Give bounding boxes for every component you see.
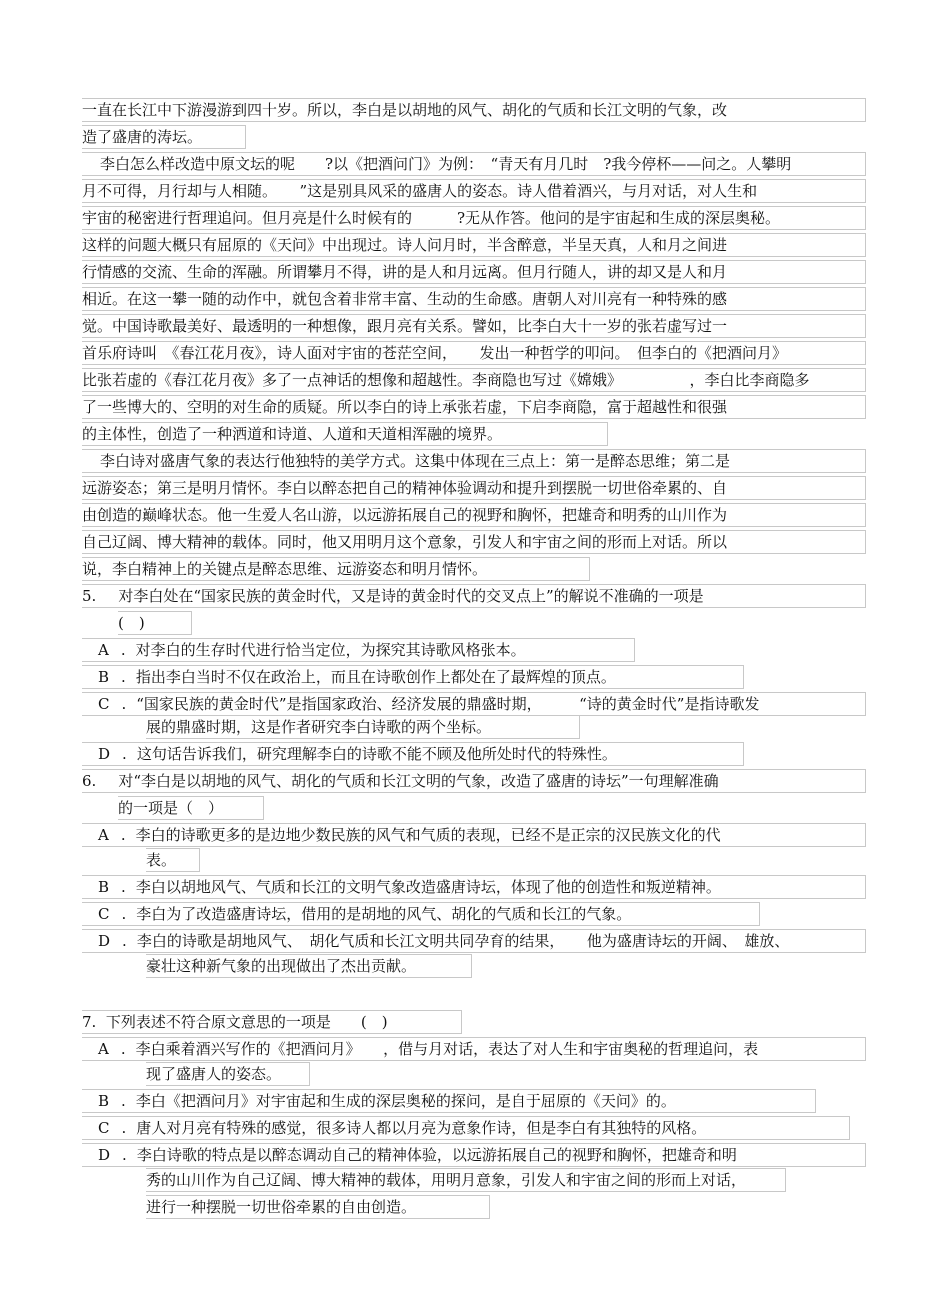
q7-option-d[interactable]: D . 李白诗歌的特点是以醉态调动自己的精神体验，以远游拓展自己的视野和胸怀，把雄奇和明	[82, 1143, 866, 1167]
q7-option-a[interactable]: A . 李白乘着酒兴写作的《把酒问月》 ，借与月对话，表达了对人生和宇宙奥秘的哲理追问，表	[82, 1037, 866, 1061]
passage-line: 宇宙的秘密进行哲理追问。但月亮是什么时候有的 ?无从作答。他问的是宇宙起和生成的深层奥秘。	[82, 206, 866, 230]
passage-line: 首乐府诗叫 《春江花月夜》，诗人面对宇宙的苍茫空间， 发出一种哲学的叩问。 但李白的《把酒问月》	[82, 341, 866, 365]
q5-option-a[interactable]: A . 对李白的生存时代进行恰当定位，为探究其诗歌风格张本。	[82, 638, 635, 662]
q6-stem-cont: 的一项是（ ）	[118, 796, 264, 820]
q6-option-a[interactable]: A . 李白的诗歌更多的是边地少数民族的风气和气质的表现，已经不是正宗的汉民族文化的代	[82, 823, 866, 847]
q5-option-c-cont: 展的鼎盛时期，这是作者研究李白诗歌的两个坐标。	[146, 715, 580, 739]
q5-option-b[interactable]: B . 指出李白当时不仅在政治上，而且在诗歌创作上都处在了最辉煌的顶点。	[82, 665, 744, 689]
q7-option-b[interactable]: B . 李白《把酒问月》对宇宙起和生成的深层奥秘的探问，是自于屈原的《天问》的。	[82, 1089, 816, 1113]
passage-line: 了一些博大的、空明的对生命的质疑。所以李白的诗上承张若虚，下启李商隐，富于超越性和很强	[82, 395, 866, 419]
q6-option-b[interactable]: B . 李白以胡地风气、气质和长江的文明气象改造盛唐诗坛，体现了他的创造性和叛逆精神。	[82, 875, 866, 899]
passage-line: 月不可得，月行却与人相随。 ”这是别具风采的盛唐人的姿态。诗人借着酒兴，与月对话，对人生和	[82, 179, 866, 203]
q6-option-c[interactable]: C . 李白为了改造盛唐诗坛，借用的是胡地的风气、胡化的气质和长江的气象。	[82, 902, 760, 926]
passage-line: 行情感的交流、生命的浑融。所谓攀月不得，讲的是人和月远离。但月行随人，讲的却又是人和月	[82, 260, 866, 284]
passage-line: 自己辽阔、博大精神的载体。同时，他又用明月这个意象，引发人和宇宙之间的形而上对话。所以	[82, 530, 866, 554]
q5-option-c[interactable]: C . “国家民族的黄金时代”是指国家政治、经济发展的鼎盛时期， “诗的黄金时代”是指诗歌发	[82, 692, 866, 716]
q6-option-d[interactable]: D . 李白的诗歌是胡地风气、 胡化气质和长江文明共同孕育的结果， 他为盛唐诗坛的开阔、 雄放、	[82, 929, 866, 953]
q5-stem: 5. 对李白处在“国家民族的黄金时代，又是诗的黄金时代的交叉点上”的解说不准确的一项是	[82, 584, 866, 608]
q5-option-d[interactable]: D . 这句话告诉我们，研究理解李白的诗歌不能不顾及他所处时代的特殊性。	[82, 742, 744, 766]
passage-line: 这样的问题大概只有屈原的《天问》中出现过。诗人问月时，半含醉意，半呈天真，人和月之间进	[82, 233, 866, 257]
passage-line: 远游姿态；第三是明月情怀。李白以醉态把自己的精神体验调动和提升到摆脱一切世俗牵累的、自	[82, 476, 866, 500]
q5-answer-bracket: ( )	[118, 611, 192, 635]
q7-option-c[interactable]: C . 唐人对月亮有特殊的感觉，很多诗人都以月亮为意象作诗，但是李白有其独特的风格。	[82, 1116, 850, 1140]
q7-option-d-cont2: 进行一种摆脱一切世俗牵累的自由创造。	[146, 1195, 490, 1219]
passage-line: 说，李白精神上的关键点是醉态思维、远游姿态和明月情怀。	[82, 557, 590, 581]
q7-stem: 7. 下列表述不符合原文意思的一项是 ( )	[82, 1010, 462, 1034]
passage-line: 相近。在这一攀一随的动作中，就包含着非常丰富、生动的生命感。唐朝人对川亮有一种特殊的感	[82, 287, 866, 311]
passage-line: 一直在长江中下游漫游到四十岁。所以，李白是以胡地的风气、胡化的气质和长江文明的气象，改	[82, 98, 866, 122]
passage-line: 造了盛唐的涛坛。	[82, 125, 246, 149]
passage-line: 的主体性，创造了一种洒道和诗道、人道和天道相浑融的境界。	[82, 422, 608, 446]
passage-line: 李白诗对盛唐气象的表达行他独特的美学方式。这集中体现在三点上：第一是醉态思维；第二是	[82, 449, 866, 473]
q7-option-a-cont: 现了盛唐人的姿态。	[146, 1062, 310, 1086]
q6-option-d-cont: 豪壮这种新气象的出现做出了杰出贡献。	[146, 954, 472, 978]
passage-line: 李白怎么样改造中原文坛的呢 ?以《把酒问门》为例： “青天有月几时 ?我今停杯——问之。人攀明	[82, 152, 866, 176]
passage-line: 比张若虚的《春江花月夜》多了一点神话的想像和超越性。李商隐也写过《嫦娥》 ，李白比李商隐多	[82, 368, 866, 392]
q6-option-a-cont: 表。	[146, 848, 200, 872]
q7-option-d-cont: 秀的山川作为自己辽阔、博大精神的载体，用明月意象，引发人和宇宙之间的形而上对话，	[146, 1168, 786, 1192]
passage-line: 由创造的巅峰状态。他一生爱人名山游，以远游拓展自己的视野和胸怀，把雄奇和明秀的山川作为	[82, 503, 866, 527]
passage-line: 觉。中国诗歌最美好、最透明的一种想像，跟月亮有关系。譬如，比李白大十一岁的张若虚写过一	[82, 314, 866, 338]
q6-stem: 6. 对“李白是以胡地的风气、胡化的气质和长江文明的气象，改造了盛唐的诗坛”一句理解准确	[82, 769, 866, 793]
